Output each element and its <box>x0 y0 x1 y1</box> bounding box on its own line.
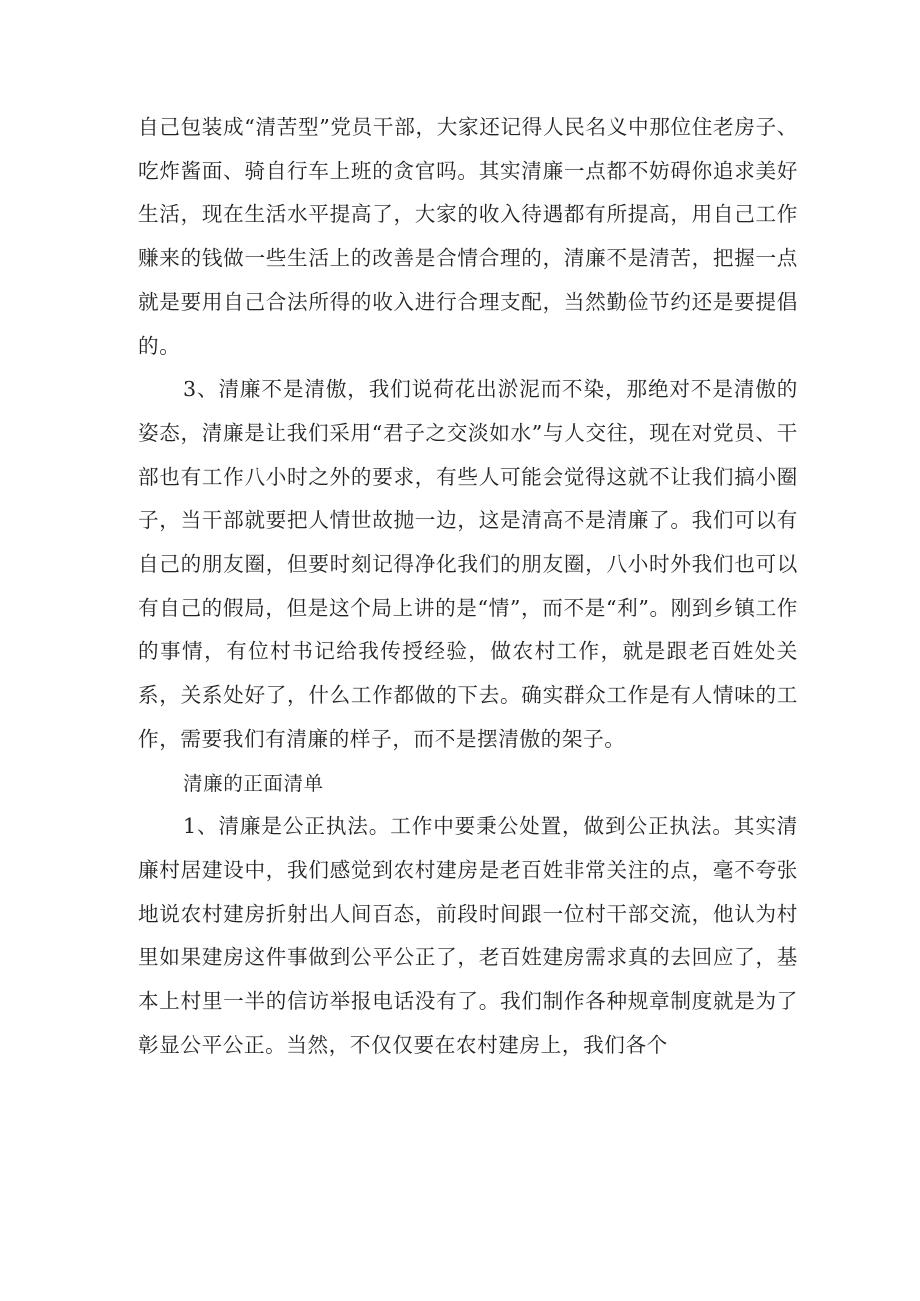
document-body <box>138 106 798 1067</box>
paragraph-point-3: 3、清廉不是清傲，我们说荷花出淤泥而不染，那绝对不是清傲的姿态，清廉是让我们采用“君子之交淡如水”与人交往，现在对党员、干部也有工作八小时之外的要求，有些人可能会觉得这就不让我们搞小圈子，当干部就要把人情世故抛一边，这是清高不是清廉了。我们可以有自己的朋友圈，但要时刻记得净化我们的朋友圈，八小时外我们也可以有自己的假局，但是这个局上讲的是“情”，而不是“利”。刚到乡镇工作的事情，有位村书记给我传授经验，做农村工作，就是跟老百姓处关系，关系处好了，什么工作都做的下去。确实群众工作是有人情味的工作，需要我们有清廉的样子，而不是摆清傲的架子。 <box>138 377 798 751</box>
section-heading: 清廉的正面清单 <box>183 771 324 795</box>
paragraph-point-1: 1、清廉是公正执法。工作中要秉公处置，做到公正执法。其实清廉村居建设中，我们感觉到农村建房是老百姓非常关注的点，毫不夸张地说农村建房折射出人间百态，前段时间跟一位村干部交流，他认为村里如果建房这件事做到公平公正了，老百姓建房需求真的去回应了，基本上村里一半的信访举报电话没有了。我们制作各种规章制度就是为了彰显公平公正。当然，不仅仅要在农村建房上，我们各个 <box>138 814 798 1057</box>
paragraph-continuation: 自己包装成“清苦型”党员干部，大家还记得人民名义中那位住老房子、吃炸酱面、骑自行车上班的贪官吗。其实清廉一点都不妨碍你追求美好生活，现在生活水平提高了，大家的收入待遇都有所提高，用自己工作赚来的钱做一些生活上的改善是合情合理的，清廉不是清苦，把握一点就是要用自己合法所得的收入进行合理支配，当然勤俭节约还是要提倡的。 <box>138 115 798 358</box>
